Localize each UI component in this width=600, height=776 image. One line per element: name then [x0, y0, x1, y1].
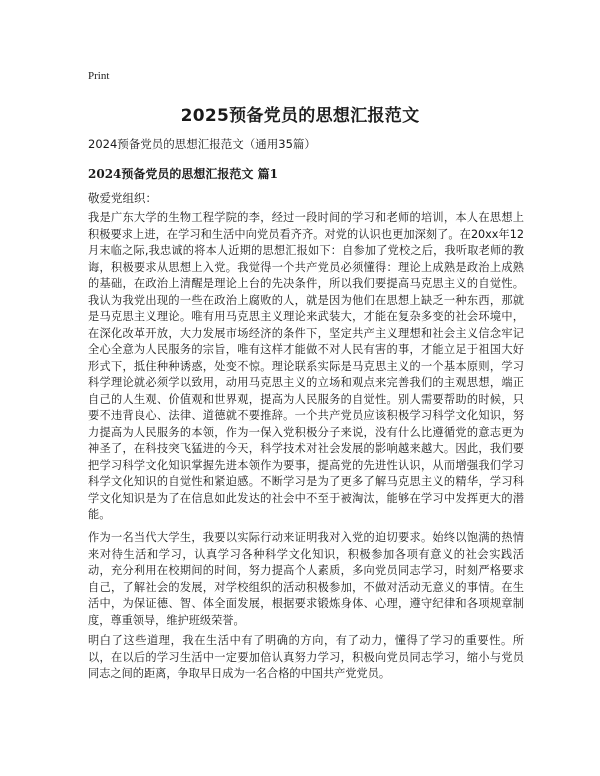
section-heading: 2024预备党员的思想汇报范文 篇1 — [88, 167, 278, 181]
salutation: 敬爱党组织： — [88, 191, 157, 205]
body-paragraph-2: 作为一名当代大学生，我要以实际行动来证明我对入党的迫切要求。始终以饱满的热情来对待生活和学习，认真学习各种科学文化知识，积极参加各项有意义的社会实践活动，充分利用在校期间的时间，努力提高个人素质，多向党员同志学习，时刻严格要求自己，了解社会的发展，对学校组织的活动积极参加，不做对活动无意义的事情。在生活中，为保证德、智、体全面发展，根据要求锻炼身体、心理，遵守纪律和各项规章制度，尊重领导，维护班级荣誉。 — [88, 531, 524, 627]
print-link[interactable]: Print — [88, 70, 110, 82]
page-title: 2025预备党员的思想汇报范文 — [180, 106, 420, 126]
body-paragraph-1: 我是广东大学的生物工程学院的李，经过一段时间的学习和老师的培训，本人在思想上积极要求上进，在学习和生活中向党员看齐齐。对党的认识也更加深刻了。在20xx年12月末临之际,我忠诚的将本人近期的思想汇报如下：自参加了党校之后，我听取老师的教诲，积极要求从思想上入党。我觉得一个共产党员必须懂得：理论上成熟是政治上成熟的基础，在政治上清醒是理论上台的先决条件，所以我们要提高马克思主义的自觉性。我认为我党出现的一些在政治上腐败的人，就是因为他们在思想上缺乏一种东西，那就是马克思主义理论。唯有用马克思主义理论来武装大，才能在复杂多变的社会环境中，在深化改革开放，大力发展市场经济的条件下，坚定共产主义理想和社会主义信念牢记全心全意为人民服务的宗旨，唯有这样才能做不对人民有害的事，才能立足于祖国大好形式下，抵住种种诱惑，处变不惊。理论联系实际是马克思主义的一个基本原则，学习科学理论就必须学以致用，动用马克思主义的立场和观点来完善我们的主观思想，端正自己的人生观、价值观和世界观，提高为人民服务的自觉性。别人需要帮助的时候，只要不违背良心、法律、道德就不要推辞。一个共产党员应该积极学习科学文化知识，努力提高为人民服务的本领，作为一保入党积极分子来说，没有什么比遵循党的意志更为神圣了，在科技突飞猛进的今天，科学技术对社会发展的影响越来越大。因此，我们要把学习科学文化知识掌握先进本领作为要事，提高党的先进性认识，从而增强我们学习科学文化知识的自觉性和紧迫感。不断学习是为了更多了解马克思主义的精华，学习科学文化知识是为了在信息如此发达的社会中不至于被淘汰，能够在学习中发挥更大的潜能。 — [88, 211, 524, 521]
document-subtitle: 2024预备党员的思想汇报范文（通用35篇） — [88, 137, 316, 151]
body-paragraph-3: 明白了这些道理，我在生活中有了明确的方向，有了动力，懂得了学习的重要性。所以，在以后的学习生活中一定要加倍认真努力学习，积极向党员同志学习，缩小与党员同志之间的距离，争取早日成为一名合格的中国共产党党员。 — [88, 634, 524, 680]
